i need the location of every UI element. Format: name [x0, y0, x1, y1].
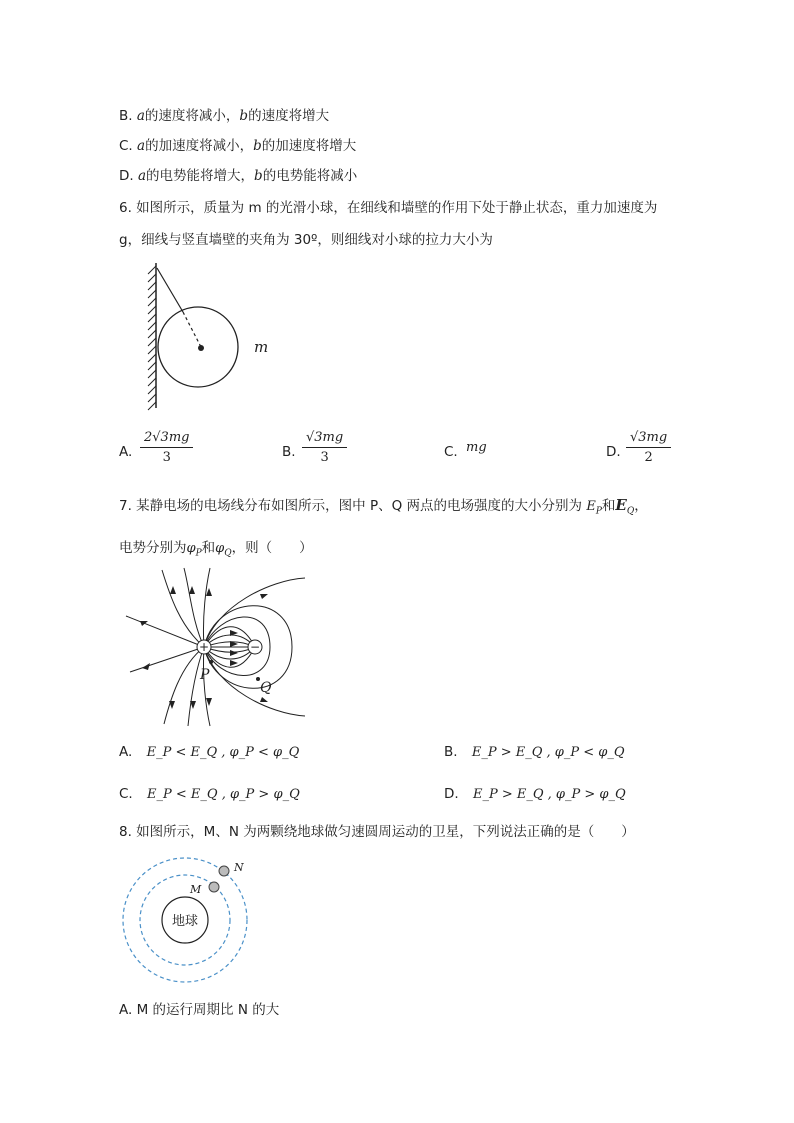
q5-option-b: B. a的速度将减小，b的速度将增大	[119, 108, 330, 124]
q6-stem-line2: g，细线与竖直墙壁的夹角为 30º，则细线对小球的拉力大小为	[119, 232, 493, 248]
q8-figure-orbits	[120, 856, 260, 986]
q6-stem-line1: 6. 如图所示，质量为 m 的光滑小球，在细线和墙壁的作用下处于静止状态，重力加速度为	[119, 200, 658, 216]
label-q: Q	[260, 680, 272, 696]
string-extension	[183, 312, 201, 347]
plus-sign: +	[198, 640, 210, 654]
q7-stem-line1: 7. 某静电场的电场线分布如图所示，图中 P、Q 两点的电场强度的大小分别为 $E_P$和$E_Q$，	[119, 496, 648, 517]
q7-option-a: A. E_P < E_Q , φ_P < φ_Q	[119, 744, 300, 760]
q6-option-b-letter: B.	[282, 444, 296, 460]
q7-option-b: B. E_P > E_Q , φ_P < φ_Q	[444, 744, 625, 760]
q6-option-c-expr: mg	[466, 440, 487, 455]
q5-option-c: C. a的加速度将减小，b的加速度将增大	[119, 138, 357, 154]
label-n: N	[234, 861, 244, 874]
q6-figure	[140, 258, 290, 413]
q5-option-d: D. a的电势能将增大，b的电势能将减小	[119, 168, 358, 184]
q6-option-b-fraction: $\frac{√3mg}{3}$	[302, 430, 347, 465]
ball-center	[198, 345, 204, 351]
label-p: P	[200, 667, 210, 683]
q6-option-a-fraction: $\frac{2√3mg}{3}$	[140, 430, 193, 465]
q7-figure-electric-field	[120, 566, 310, 728]
field-lines	[126, 568, 305, 726]
q7-option-c: C. E_P < E_Q , φ_P > φ_Q	[119, 786, 300, 802]
q8-stem-line1: 8. 如图所示，M、N 为两颗绕地球做匀速圆周运动的卫星，下列说法正确的是（ ）	[119, 824, 635, 840]
q8-option-a: A. M 的运行周期比 N 的大	[119, 1002, 280, 1018]
wall-hatching	[148, 266, 156, 410]
ball	[158, 307, 238, 387]
q6-option-a-letter: A.	[119, 444, 133, 460]
mass-label: m	[254, 338, 269, 356]
satellite-m	[209, 882, 219, 892]
q7-stem-line2: 电势分别为$\varphi_P$和$\varphi_Q$，则（ ）	[119, 540, 313, 559]
satellite-n	[219, 866, 229, 876]
string	[157, 268, 183, 312]
q6-option-c-letter: C.	[444, 444, 458, 460]
earth-label: 地球	[171, 914, 199, 929]
q6-option-d-fraction: $\frac{√3mg}{2}$	[626, 430, 671, 465]
minus-sign: −	[249, 640, 261, 654]
q7-option-d: D. E_P > E_Q , φ_P > φ_Q	[444, 786, 626, 802]
q6-option-d-letter: D.	[606, 444, 621, 460]
point-p	[209, 660, 213, 664]
label-m: M	[190, 883, 202, 896]
